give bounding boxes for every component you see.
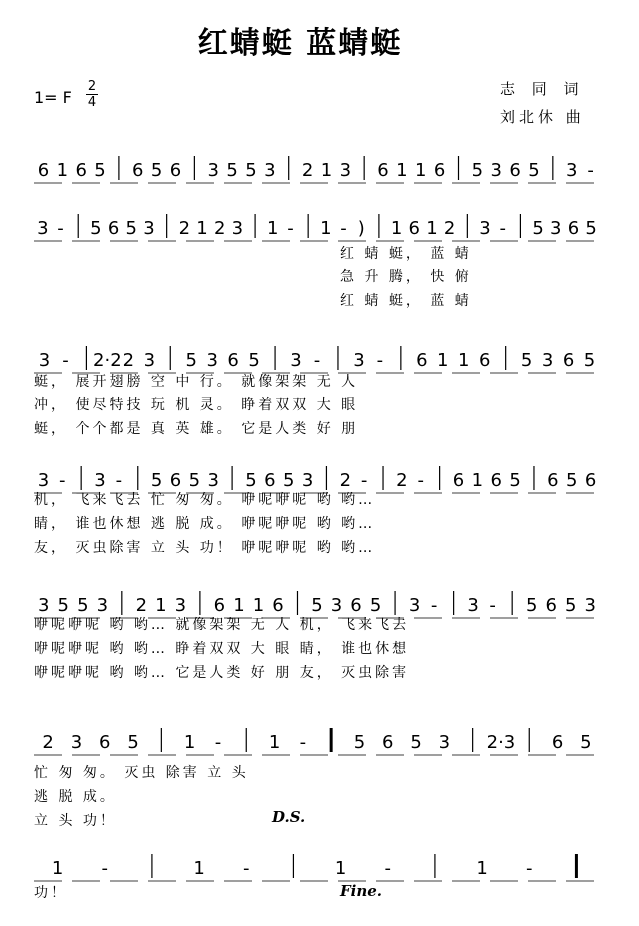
note: 6 xyxy=(584,470,597,491)
note: 6 xyxy=(75,160,87,181)
note: 5 xyxy=(57,595,70,616)
note: 1 xyxy=(396,160,408,181)
note: 6 xyxy=(350,595,362,616)
note: 3 xyxy=(207,470,219,491)
fine-mark: Fine. xyxy=(340,882,383,900)
note: 2 xyxy=(396,470,408,491)
note: 1 xyxy=(193,858,205,879)
note: 6 xyxy=(408,218,421,239)
note: 5 xyxy=(90,218,102,239)
note: 6 xyxy=(132,160,144,181)
lyric-row xyxy=(0,762,639,784)
lyric-text: 睛， 谁也休想 逃 脱 成。 咿呢咿呢 哟 哟… xyxy=(34,516,376,532)
note: 5 xyxy=(528,160,540,181)
note: 6 xyxy=(169,160,182,181)
composer-credit: 刘北休 曲 xyxy=(500,108,585,126)
note: 6 xyxy=(227,350,239,371)
note: 3 xyxy=(143,218,155,239)
note: 5 xyxy=(520,350,533,371)
note: 6 xyxy=(377,160,389,181)
note: 3 xyxy=(94,470,106,491)
notation-line-2 xyxy=(0,208,639,248)
note: 6 xyxy=(37,160,50,181)
note: 1 xyxy=(252,595,265,616)
lyric-row xyxy=(0,243,639,265)
note: 3 xyxy=(584,595,596,616)
lyric-text: 蜓， 个个都是 真 英 雄。 它是人类 好 朋 xyxy=(34,421,359,437)
note: 5 xyxy=(311,595,323,616)
note: - xyxy=(360,470,368,491)
note: 1 xyxy=(320,218,332,239)
note: 6 xyxy=(213,595,226,616)
note: 1 xyxy=(320,160,333,181)
note: 1 xyxy=(233,595,245,616)
note: 2·3 xyxy=(486,732,516,753)
note: 2 xyxy=(42,732,54,753)
note: 1 xyxy=(155,595,167,616)
note: 2 xyxy=(213,218,226,239)
notation-line-6 xyxy=(0,722,639,762)
note: 5 xyxy=(580,732,592,753)
lyric-row xyxy=(0,418,639,440)
note: 6 xyxy=(272,595,284,616)
lyric-row xyxy=(0,394,639,416)
note: 3 xyxy=(37,470,50,491)
note: 3 xyxy=(467,595,479,616)
note: 3 xyxy=(290,350,302,371)
note: 6 xyxy=(264,470,276,491)
lyric-text: 红 蜻 蜓， 蓝 蜻 xyxy=(340,293,472,309)
note: 3 xyxy=(565,160,578,181)
note: 3 xyxy=(174,595,187,616)
note: 3 xyxy=(438,732,451,753)
note: 1 xyxy=(267,218,279,239)
note: 5 xyxy=(564,595,577,616)
note: 5 xyxy=(282,470,295,491)
note: 6 xyxy=(490,470,502,491)
lyric-text: 忙 匆 匆。 灭虫 除害 立 头 xyxy=(34,765,249,781)
note: - xyxy=(430,595,438,616)
lyric-text: 立 头 功！ xyxy=(34,813,117,829)
note: 6 xyxy=(433,160,446,181)
note: 5 xyxy=(532,218,544,239)
note: 1 xyxy=(51,858,64,879)
note: 5 xyxy=(125,218,138,239)
note: 5 xyxy=(369,595,382,616)
lyric-text: 咿呢咿呢 哟 哟… 就像架架 无 人 机， 飞来飞去 xyxy=(34,617,410,633)
note: 6 xyxy=(547,470,559,491)
lyric-text: 红 蜻 蜓， 蓝 蜻 xyxy=(340,246,472,262)
note: ) xyxy=(357,218,365,239)
note: 5 xyxy=(127,732,139,753)
lyric-row xyxy=(0,882,639,904)
note: - xyxy=(57,218,64,239)
time-signature xyxy=(86,80,98,109)
lyric-text: 咿呢咿呢 哟 哟… 它是人类 好 朋 友， 灭虫除害 xyxy=(34,665,410,681)
note: 6 xyxy=(509,160,521,181)
lyric-row xyxy=(0,513,639,535)
note: 1 xyxy=(476,858,488,879)
note: 2 xyxy=(339,470,352,491)
note: - xyxy=(417,470,425,491)
note: 6 xyxy=(169,470,182,491)
note: - xyxy=(299,732,307,753)
note: 1 xyxy=(415,160,427,181)
note: 6 xyxy=(545,595,557,616)
note: 5 xyxy=(226,160,238,181)
note: 6 xyxy=(478,350,491,371)
note: 3 xyxy=(207,160,219,181)
note: 3 xyxy=(353,350,365,371)
note: 5 xyxy=(471,160,484,181)
lyric-row xyxy=(0,266,639,288)
lyric-row xyxy=(0,662,639,684)
note: - xyxy=(243,858,250,879)
note: - xyxy=(101,858,108,879)
note: 1 xyxy=(56,160,69,181)
note: 1 xyxy=(390,218,403,239)
lyric-text: 机， 飞来飞去 忙 匆 匆。 咿呢咿呢 哟 哟… xyxy=(34,492,376,508)
note: 1 xyxy=(268,732,281,753)
note: 5 xyxy=(583,350,596,371)
note: - xyxy=(499,218,506,239)
note: 3 xyxy=(330,595,343,616)
note: - xyxy=(214,732,222,753)
note: 3 xyxy=(479,218,491,239)
note: 5 xyxy=(77,595,89,616)
lyric-text: 友， 灭虫除害 立 头 功！ 咿呢咿呢 哟 哟… xyxy=(34,540,376,556)
lyric-text: 咿呢咿呢 哟 哟… 睁着双双 大 眼 睛， 谁也休想 xyxy=(34,641,410,657)
note: 5 xyxy=(410,732,422,753)
note: 6 xyxy=(567,218,580,239)
note: - xyxy=(384,858,391,879)
note: 5 xyxy=(525,595,538,616)
note: 5 xyxy=(94,160,106,181)
note: 3 xyxy=(339,160,352,181)
note: 2 xyxy=(122,350,135,371)
note: 3 xyxy=(231,218,244,239)
note: 2 xyxy=(443,218,456,239)
note: 6 xyxy=(99,732,111,753)
note: 3 xyxy=(264,160,276,181)
note: 5 xyxy=(188,470,201,491)
lyric-text: 逃 脱 成。 xyxy=(34,789,117,805)
time-signature-bottom: 4 xyxy=(87,95,97,110)
note: 2·2 xyxy=(93,350,122,371)
lyric-row xyxy=(0,810,639,832)
lyric-row xyxy=(0,290,639,312)
note: 3 xyxy=(408,595,421,616)
note: 5 xyxy=(245,160,257,181)
note: 3 xyxy=(541,350,554,371)
note: - xyxy=(526,858,533,879)
note: 1 xyxy=(196,218,208,239)
note: 5 xyxy=(565,470,578,491)
note: 3 xyxy=(206,350,218,371)
lyric-row xyxy=(0,371,639,393)
key-signature: 1= F xyxy=(34,88,72,107)
time-signature-top: 2 xyxy=(87,79,97,94)
note: - xyxy=(340,218,347,239)
note: 2 xyxy=(135,595,148,616)
note: - xyxy=(376,350,384,371)
note: 3 xyxy=(70,732,83,753)
note: 3 xyxy=(38,595,50,616)
note: 2 xyxy=(178,218,191,239)
lyric-row xyxy=(0,614,639,636)
note: 6 xyxy=(107,218,120,239)
note: - xyxy=(59,470,66,491)
notation-svg xyxy=(0,722,639,762)
note: 3 xyxy=(96,595,109,616)
notation-line-1 xyxy=(0,150,639,190)
note: 5 xyxy=(585,218,597,239)
note: 3 xyxy=(37,218,49,239)
note: 2 xyxy=(301,160,314,181)
lyric-text: 急 升 腾， 快 俯 xyxy=(340,269,472,285)
lyricist-credit: 志 同 词 xyxy=(500,80,585,98)
ds-mark: D.S. xyxy=(272,808,306,826)
note: 6 xyxy=(382,732,394,753)
note: 6 xyxy=(551,732,564,753)
lyric-row xyxy=(0,638,639,660)
lyric-row xyxy=(0,537,639,559)
note: 6 xyxy=(562,350,575,371)
notation-svg xyxy=(0,150,639,190)
note: 1 xyxy=(471,470,484,491)
lyric-text: 冲， 使尽特技 玩 机 灵。 睁着双双 大 眼 xyxy=(34,397,359,413)
note: 3 xyxy=(143,350,156,371)
note: 1 xyxy=(183,732,196,753)
note: - xyxy=(489,595,496,616)
note: - xyxy=(62,350,69,371)
song-title: 红蜻蜓 蓝蜻蜓 xyxy=(197,26,403,61)
note: - xyxy=(587,160,594,181)
note: 3 xyxy=(38,350,51,371)
note: 3 xyxy=(490,160,502,181)
note: 5 xyxy=(150,160,163,181)
note: - xyxy=(287,218,294,239)
note: 5 xyxy=(248,350,260,371)
note: 6 xyxy=(452,470,465,491)
note: 3 xyxy=(301,470,314,491)
note: 6 xyxy=(416,350,428,371)
note: - xyxy=(313,350,321,371)
notation-svg xyxy=(0,208,639,248)
note: 1 xyxy=(437,350,449,371)
note: 1 xyxy=(458,350,470,371)
lyric-row xyxy=(0,786,639,808)
note: 1 xyxy=(334,858,347,879)
lyric-row xyxy=(0,489,639,511)
note: 5 xyxy=(245,470,257,491)
lyric-text: 蜓， 展开翅膀 空 中 行。 就像架架 无 人 xyxy=(34,374,359,390)
note: 5 xyxy=(185,350,197,371)
lyric-text: 功！ xyxy=(34,885,68,901)
note: 1 xyxy=(426,218,438,239)
note: 5 xyxy=(509,470,521,491)
note: 5 xyxy=(353,732,366,753)
note: - xyxy=(115,470,123,491)
note: 3 xyxy=(550,218,562,239)
note: 5 xyxy=(150,470,163,491)
